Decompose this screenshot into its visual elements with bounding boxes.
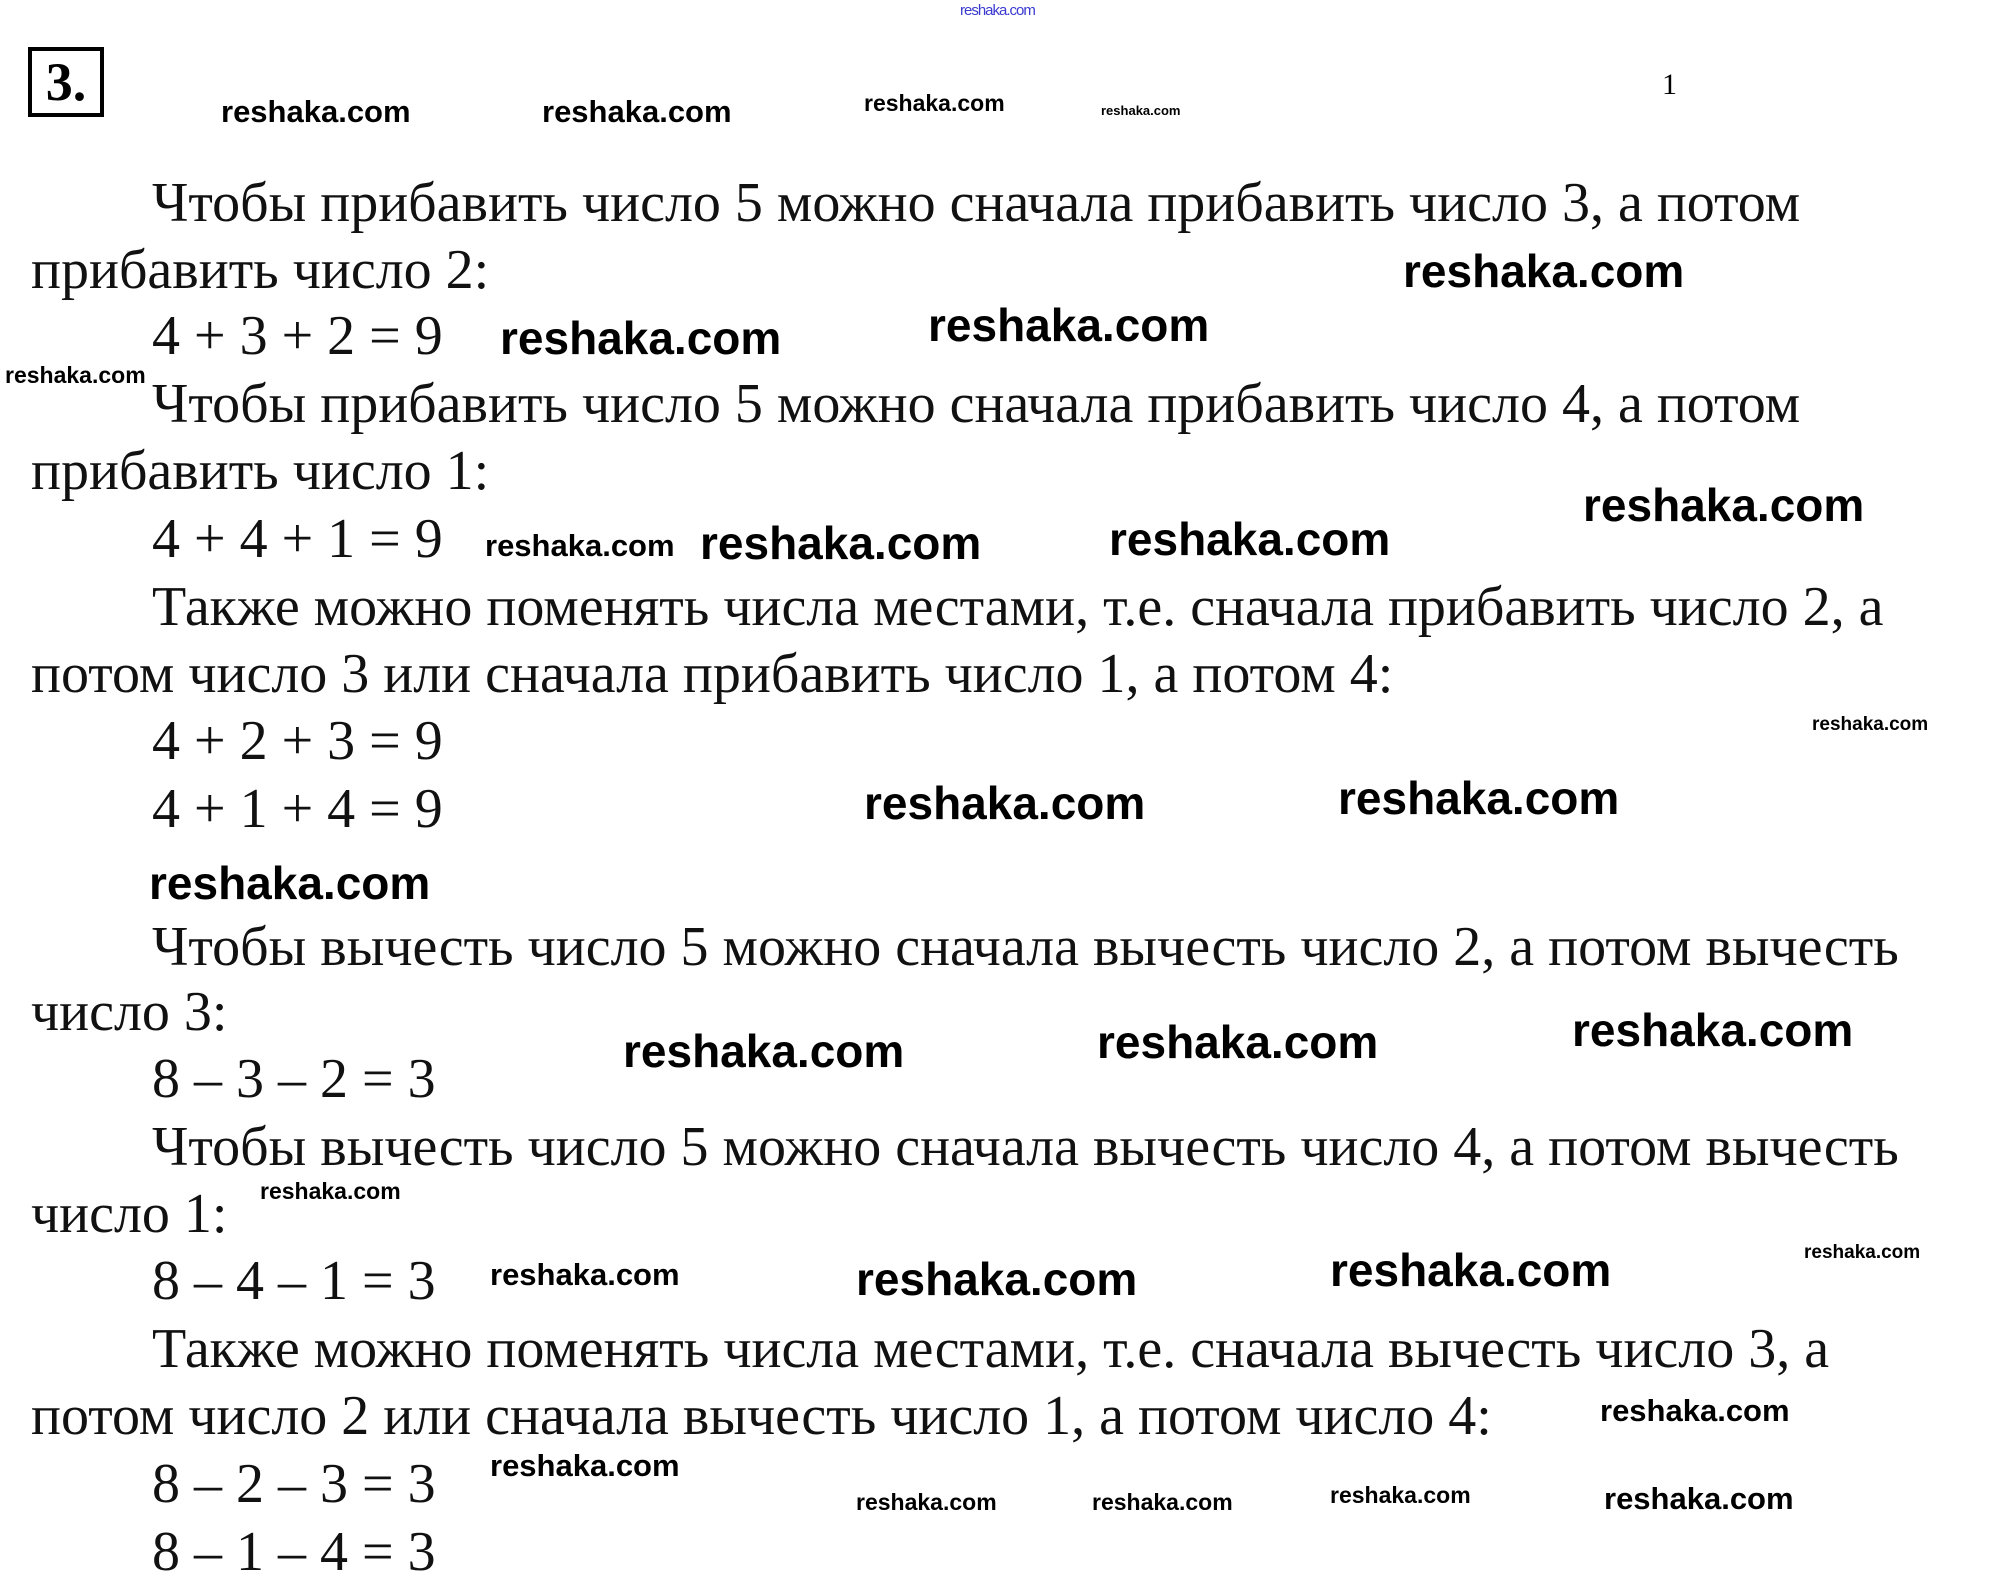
watermark: reshaka.com (1101, 103, 1181, 118)
watermark: reshaka.com (1109, 513, 1391, 565)
watermark: reshaka.com (1330, 1244, 1612, 1296)
paragraph-line: число 1: (31, 1183, 228, 1245)
watermark: reshaka.com (1583, 479, 1865, 531)
equation: 4 + 1 + 4 = 9 (152, 778, 443, 840)
watermark: reshaka.com (260, 1178, 401, 1204)
watermark: reshaka.com (864, 90, 1005, 116)
watermark: reshaka.com (485, 528, 675, 563)
watermark: reshaka.com (856, 1253, 1138, 1305)
equation: 4 + 4 + 1 = 9 (152, 508, 443, 570)
equation: 8 – 3 – 2 = 3 (152, 1048, 436, 1110)
paragraph-line: Также можно поменять числа местами, т.е. сначала вычесть число 3, а (152, 1318, 1830, 1380)
text-fragment: 1 (1662, 68, 1677, 101)
watermark: reshaka.com (1338, 772, 1620, 824)
paragraph-line: число 3: (31, 981, 228, 1043)
paragraph-line: прибавить число 1: (31, 440, 490, 502)
watermark: reshaka.com (623, 1025, 905, 1077)
watermark: reshaka.com (1804, 1242, 1921, 1263)
task-number: 3. (28, 47, 104, 117)
paragraph-line: Чтобы прибавить число 5 можно сначала прибавить число 4, а потом (152, 373, 1801, 435)
watermark: reshaka.com (700, 517, 982, 569)
watermark: reshaka.com (1330, 1482, 1471, 1508)
watermark: reshaka.com (490, 1448, 680, 1483)
watermark: reshaka.com (928, 299, 1210, 351)
watermark: reshaka.com (1092, 1489, 1233, 1515)
watermark: reshaka.com (1097, 1016, 1379, 1068)
paragraph-line: Также можно поменять числа местами, т.е. сначала прибавить число 2, а (152, 576, 1884, 638)
equation: 8 – 1 – 4 = 3 (152, 1521, 436, 1583)
watermark: reshaka.com (1600, 1393, 1790, 1428)
equation: 4 + 2 + 3 = 9 (152, 710, 443, 772)
watermark: reshaka.com (149, 857, 431, 909)
watermark: reshaka.com (490, 1257, 680, 1292)
watermark: reshaka.com (1403, 245, 1685, 297)
watermark: reshaka.com (1572, 1004, 1854, 1056)
watermark: reshaka.com (864, 777, 1146, 829)
watermark: reshaka.com (221, 94, 411, 129)
equation: 8 – 2 – 3 = 3 (152, 1453, 436, 1515)
watermark: reshaka.com (500, 312, 782, 364)
watermark-top: reshaka.com (960, 2, 1035, 19)
watermark: reshaka.com (1812, 714, 1929, 735)
watermark: reshaka.com (542, 94, 732, 129)
paragraph-line: Чтобы вычесть число 5 можно сначала вычесть число 2, а потом вычесть (152, 916, 1899, 978)
paragraph-line: потом число 2 или сначала вычесть число 1, а потом число 4: (31, 1385, 1492, 1447)
paragraph-line: прибавить число 2: (31, 239, 490, 301)
equation: 4 + 3 + 2 = 9 (152, 305, 443, 367)
watermark: reshaka.com (5, 362, 146, 388)
equation: 8 – 4 – 1 = 3 (152, 1250, 436, 1312)
watermark: reshaka.com (1604, 1481, 1794, 1516)
paragraph-line: Чтобы прибавить число 5 можно сначала прибавить число 3, а потом (152, 172, 1801, 234)
watermark: reshaka.com (856, 1489, 997, 1515)
paragraph-line: Чтобы вычесть число 5 можно сначала вычесть число 4, а потом вычесть (152, 1116, 1899, 1178)
paragraph-line: потом число 3 или сначала прибавить число 1, а потом 4: (31, 643, 1394, 705)
